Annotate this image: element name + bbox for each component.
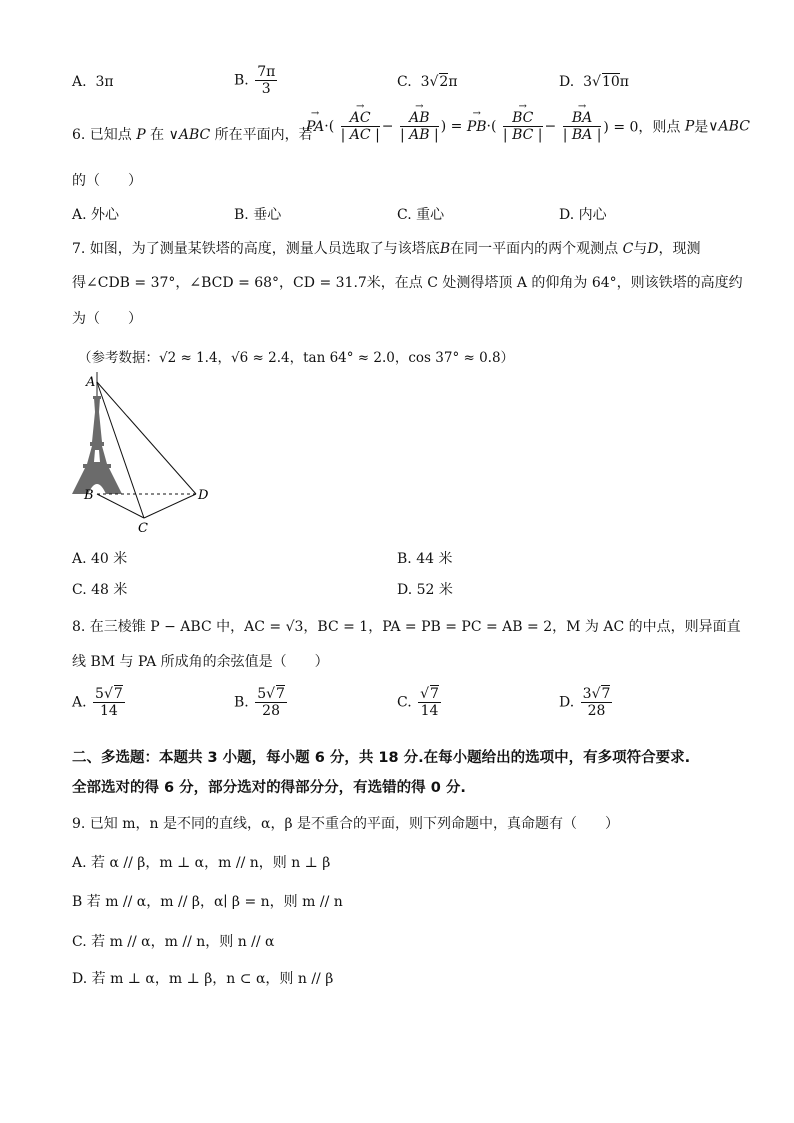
point-b: B [439,241,451,257]
fraction-ba [563,110,602,143]
q6-option-a: A. 外心 [72,207,120,223]
label-d: D [198,488,209,503]
q7-line2: 得∠CDB = 37°，∠BCD = 68°，CD = 31.7米，在点 C 处测得塔顶 A 的仰角为 64°，则该铁塔的高度约 [72,275,743,291]
q6-option-d: D. 内心 [559,207,607,223]
denominator: 3 [261,81,271,97]
point-p: P [684,118,695,135]
q6-vector-expression [306,110,750,143]
operator: ·( [486,118,497,135]
q6-text: 在 [150,127,165,143]
operator: ) = [440,118,463,135]
point-d: D [647,241,659,257]
triangle-abc: ∨ABC [168,127,211,143]
q6-stem [72,124,313,144]
q5-options [0,64,794,104]
q6-line2: 的（ ） [72,173,142,189]
option-label: C. [397,74,412,90]
denominator: 28 [587,703,606,719]
radical-sign: √ [429,74,439,90]
q6-text: 是 [694,119,709,136]
operator: − [381,118,394,135]
option-label: B. [234,72,249,89]
norm-bc: | BC | [502,127,543,143]
vector-bc: → BC [512,110,533,126]
q7-option-a: A. 40 米 [72,551,128,567]
q8-line2: 线 BM 与 PA 所成角的余弦值是（ ） [72,654,329,670]
fraction-bc [503,110,543,143]
q7-option-b: B. 44 米 [397,551,453,567]
fraction [93,686,125,719]
numerator: 7π [257,64,276,80]
coefficient: 5 [95,686,104,702]
section-2-heading-line2: 全部选对的得 6 分，部分选对的得部分分，有选错的得 0 分. [72,780,466,796]
triangle-abc: ∨ABC [708,118,750,135]
option-label: D. [559,74,575,90]
q8-option-c [397,686,443,719]
q9-option-d: D. 若 m ⊥ α，m ⊥ β，n ⊂ α，则 n // β [72,971,334,987]
fraction-ab [400,110,439,143]
coefficient: 3 [582,686,592,702]
q8-line1: 8. 在三棱锥 P − ABC 中，AC = √3，BC = 1，PA = PB = PC = AB = 2，M 为 AC 的中点，则异面直 [72,619,741,635]
q5-option-a [72,74,114,90]
q7-line1 [72,238,701,258]
radical-sign: √ [420,686,430,702]
option-label: A. [72,694,87,711]
radical-sign: √ [266,686,276,702]
vector-ab: → AB [409,110,429,126]
radical-sign: √ [592,74,601,90]
q7-text: 在同一平面内的两个观测点 [450,241,619,257]
q5-option-d [559,74,629,90]
option-label: A. [72,74,87,90]
q5-option-b [234,64,279,97]
line-cd [144,494,196,518]
q5-option-c [397,74,458,90]
q9-option-b: B 若 m // α，m // β，α∣ β = n，则 m // n [72,894,343,910]
radicand: 2 [439,74,449,90]
q7-line3: 为（ ） [72,311,142,327]
operator: ·( [324,118,335,135]
question-6 [0,110,794,223]
q7-text: 7. 如图，为了测量某铁塔的高度，测量人员选取了与该塔底 [72,241,440,257]
radicand: 7 [601,686,611,702]
q8-option-b [234,686,289,719]
fraction [255,64,277,97]
point-c: C [622,241,634,257]
radical-sign: √ [103,686,113,702]
q6-tail: ) = 0，则点 [603,119,681,136]
denominator: 14 [99,703,118,719]
denominator: 28 [262,703,280,719]
pi: π [619,74,629,90]
q9-option-c: C. 若 m // α，m // n，则 n // α [72,934,275,950]
radical-sign: √ [591,686,601,702]
label-b: B [84,488,94,503]
option-value: 3π [95,74,114,90]
q7-option-c: C. 48 米 [72,582,128,598]
norm-ac: | AC | [340,127,380,143]
q7-option-d: D. 52 米 [397,582,453,598]
fraction [581,686,613,719]
radicand: 10 [601,74,620,90]
q7-text: ，现测 [658,241,701,257]
option-label: C. [397,694,412,711]
radicand: 7 [113,686,123,702]
q6-lead: 6. 已知点 [72,127,132,143]
pi: π [448,74,458,90]
q6-option-c: C. 重心 [397,207,445,223]
q8-options [0,686,794,730]
fraction [418,686,441,719]
q7-text: 与 [633,241,648,257]
radicand: 7 [276,686,285,702]
radicand: 7 [430,686,439,702]
tower-figure [66,372,216,540]
denominator: 14 [420,703,439,719]
norm-ba: | BA | [562,127,602,143]
q7-reference-data: （参考数据：√2 ≈ 1.4，√6 ≈ 2.4，tan 64° ≈ 2.0，cos 37° ≈ 0.8） [78,350,515,366]
vector-ac: → AC [350,110,371,126]
operator: − [544,118,557,135]
vector-pa: → PA [306,119,324,135]
fraction-ac [341,110,380,143]
q8-option-a [72,686,127,719]
label-a: A [86,375,96,390]
option-label: D. [559,694,575,711]
coefficient: 5 [257,686,267,702]
label-c: C [138,521,148,536]
coefficient: 3 [420,74,430,90]
q6-option-b: B. 垂心 [234,207,282,223]
section-2-heading-line1: 二、多选题：本题共 3 小题，每小题 6 分，共 18 分.在每小题给出的选项中，有多项符合要求. [72,750,691,766]
point-p: P [136,127,146,143]
vector-pb: → PB [467,119,487,135]
q9-option-a: A. 若 α // β，m ⊥ α，m // n，则 n ⊥ β [72,855,331,871]
coefficient: 3 [583,74,593,90]
q9-stem: 9. 已知 m，n 是不同的直线，α，β 是不重合的平面，则下列命题中，真命题有（ ） [72,816,619,832]
vector-ba: → BA [572,110,592,126]
fraction [255,686,287,719]
option-label: B. [234,694,249,711]
q8-option-d [559,686,614,719]
norm-ab: | AB | [399,127,439,143]
q6-text: 所在平面内，若 [214,127,313,143]
